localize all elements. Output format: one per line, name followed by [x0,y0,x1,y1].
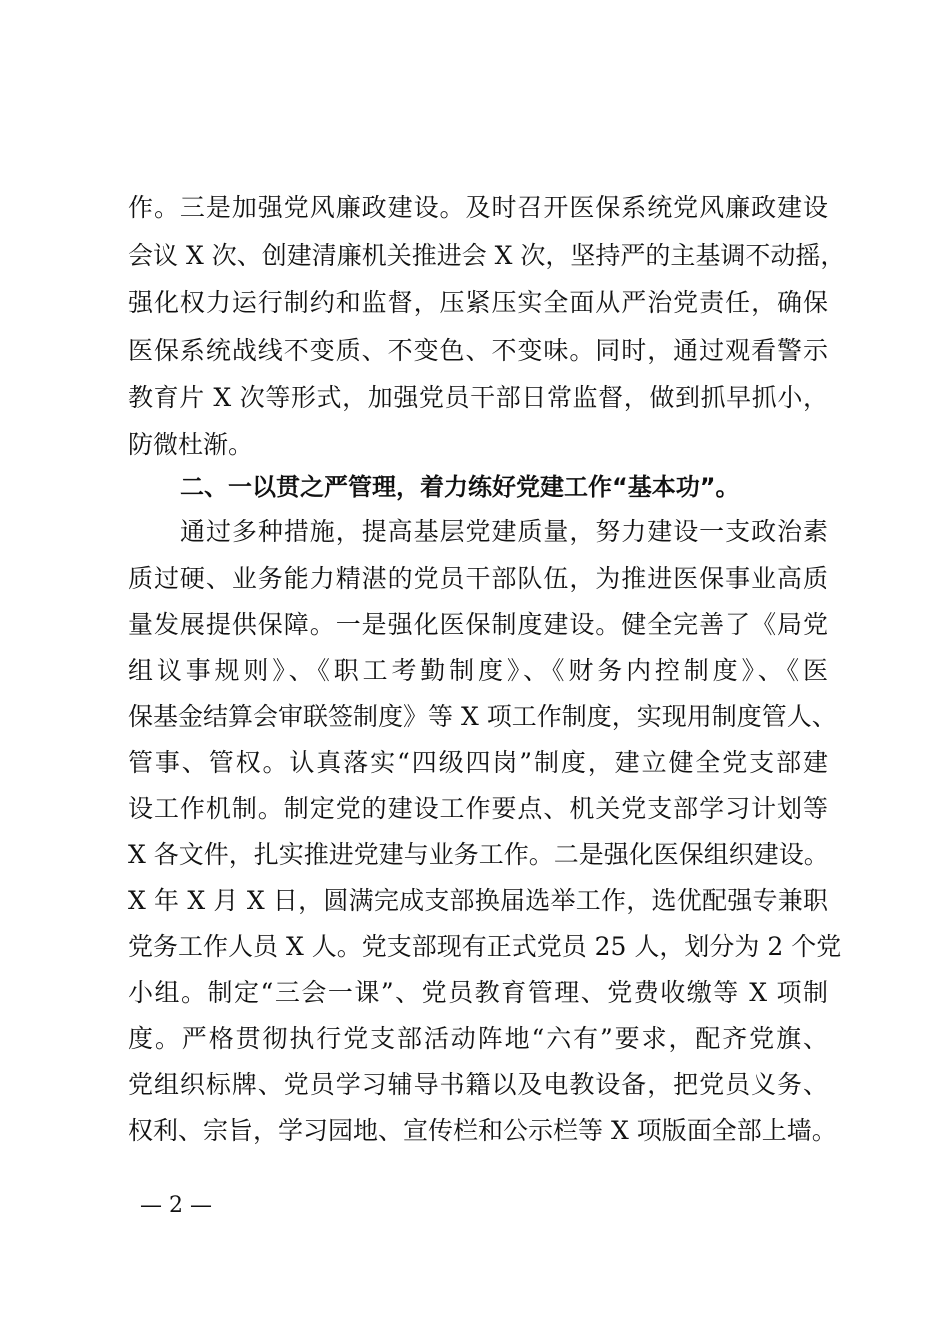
paragraph-line: 通过多种措施，提高基层党建质量，努力建设一支政治素 [180,517,828,546]
paragraph-line: 质过硬、业务能力精湛的党员干部队伍，为推进医保事业高质 [128,564,828,593]
paragraph-line: 保基金结算会审联签制度》等 X 项工作制度，实现用制度管人、 [128,702,837,731]
paragraph-line: 党组织标牌、党员学习辅导书籍以及电教设备，把党员义务、 [128,1070,828,1099]
paragraph-line: 作。三是加强党风廉政建设。及时召开医保系统党风廉政建设 [128,193,828,222]
section-heading: 二、一以贯之严管理，着力练好党建工作“基本功”。 [180,473,740,501]
paragraph-line: 设工作机制。制定党的建设工作要点、机关党支部学习计划等 [128,794,828,823]
paragraph-line: 防微杜渐。 [128,430,254,459]
paragraph-line: 教育片 X 次等形式，加强党员干部日常监督，做到抓早抓小， [128,383,828,412]
paragraph-line: 党务工作人员 X 人。党支部现有正式党员 25 人，划分为 2 个党 [128,932,842,961]
paragraph-line: X 年 X 月 X 日，圆满完成支部换届选举工作，选优配强专兼职 [128,886,828,915]
page-number: — 2 — [140,1193,212,1218]
paragraph-line: 权利、宗旨，学习园地、宣传栏和公示栏等 X 项版面全部上墙。 [128,1116,837,1145]
paragraph-line: 量发展提供保障。一是强化医保制度建设。健全完善了《局党 [128,610,828,639]
paragraph-line: 度。严格贯彻执行党支部活动阵地“六有”要求，配齐党旗、 [128,1024,828,1053]
paragraph-line: 医保系统战线不变质、不变色、不变味。同时，通过观看警示 [128,336,828,365]
paragraph-line: 组议事规则》、《职工考勤制度》、《财务内控制度》、《医 [128,656,828,685]
paragraph-line: 强化权力运行制约和监督，压紧压实全面从严治党责任，确保 [128,288,828,317]
paragraph-line: 会议 X 次、创建清廉机关推进会 X 次，坚持严的主基调不动摇， [128,241,846,270]
paragraph-line: X 各文件，扎实推进党建与业务工作。二是强化医保组织建设。 [128,840,829,869]
paragraph-line: 小组。制定“三会一课”、党员教育管理、党费收缴等 X 项制 [128,978,828,1007]
paragraph-line: 管事、管权。认真落实“四级四岗”制度，建立健全党支部建 [128,748,828,777]
